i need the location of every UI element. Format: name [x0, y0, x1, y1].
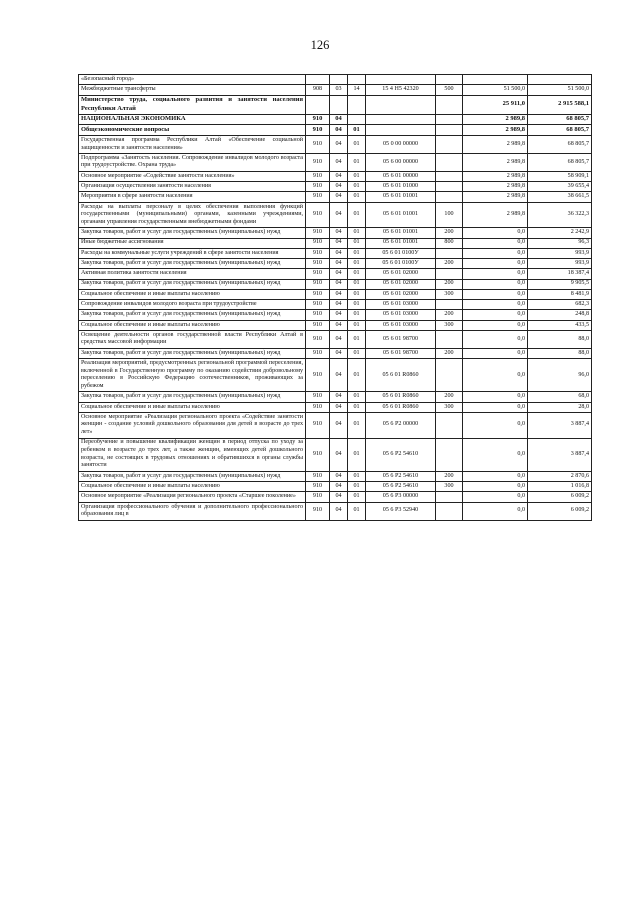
- target-article-code: 05 6 00 00000: [366, 154, 436, 172]
- admin-code: 910: [306, 136, 330, 154]
- amount-col1: 0,0: [463, 248, 528, 258]
- amount-col2: 58 909,1: [528, 171, 592, 181]
- target-article-code: 05 6 01 98700: [366, 348, 436, 358]
- admin-code: 910: [306, 269, 330, 279]
- admin-code: 910: [306, 238, 330, 248]
- admin-code: 910: [306, 259, 330, 269]
- section-code: 04: [330, 182, 348, 192]
- amount-col1: 2 989,8: [463, 114, 528, 125]
- expense-type-code: [436, 114, 463, 125]
- expense-type-code: [436, 182, 463, 192]
- table-row: [79, 492, 592, 502]
- target-article-code: 05 6 01 00000: [366, 171, 436, 181]
- subsection-code: 01: [348, 202, 366, 228]
- row-name: Основное мероприятие «Содействие занятости населения»: [79, 171, 306, 181]
- row-name: Закупка товаров, работ и услуг для государственных (муниципальных) нужд: [79, 348, 306, 358]
- section-code: 04: [330, 348, 348, 358]
- section-code: 04: [330, 502, 348, 520]
- expense-type-code: [436, 300, 463, 310]
- subsection-code: 01: [348, 154, 366, 172]
- amount-col2: 88,0: [528, 331, 592, 349]
- section-code: 04: [330, 154, 348, 172]
- target-article-code: 05 0 00 00000: [366, 136, 436, 154]
- amount-col2: 68 805,7: [528, 125, 592, 136]
- section-code: 04: [330, 238, 348, 248]
- section-code: 04: [330, 320, 348, 330]
- expense-type-code: 800: [436, 238, 463, 248]
- amount-col2: 6 009,2: [528, 492, 592, 502]
- table-row: [79, 502, 592, 520]
- target-article-code: 05 6 P3 00000: [366, 492, 436, 502]
- admin-code: 910: [306, 413, 330, 439]
- amount-col2: 993,9: [528, 259, 592, 269]
- amount-col2: 433,5: [528, 320, 592, 330]
- table-row: [79, 300, 592, 310]
- row-name: Закупка товаров, работ и услуг для государственных (муниципальных) нужд: [79, 392, 306, 402]
- subsection-code: [348, 114, 366, 125]
- expense-type-code: 300: [436, 320, 463, 330]
- expense-type-code: [436, 438, 463, 471]
- amount-col2: 68 805,7: [528, 136, 592, 154]
- expense-type-code: [436, 136, 463, 154]
- page-number: 126: [310, 38, 330, 52]
- row-name: Организация осуществления занятости населения: [79, 182, 306, 192]
- table-row: [79, 413, 592, 439]
- admin-code: 910: [306, 348, 330, 358]
- section-code: [330, 75, 348, 85]
- table-row: [79, 279, 592, 289]
- amount-col1: 0,0: [463, 320, 528, 330]
- target-article-code: 05 6 01 01000: [366, 182, 436, 192]
- table-row: [79, 348, 592, 358]
- target-article-code: 05 6 01 02000: [366, 279, 436, 289]
- amount-col2: 2 915 588,1: [528, 95, 592, 114]
- expense-type-code: 300: [436, 402, 463, 412]
- section-code: 04: [330, 310, 348, 320]
- section-code: 04: [330, 136, 348, 154]
- admin-code: 910: [306, 300, 330, 310]
- row-name: Мероприятия в сфере занятости населения: [79, 192, 306, 202]
- admin-code: 910: [306, 438, 330, 471]
- row-name: Закупка товаров, работ и услуг для государственных (муниципальных) нужд: [79, 228, 306, 238]
- expense-type-code: 200: [436, 310, 463, 320]
- admin-code: 910: [306, 228, 330, 238]
- admin-code: 910: [306, 492, 330, 502]
- expense-type-code: 300: [436, 289, 463, 299]
- expense-type-code: 200: [436, 279, 463, 289]
- row-name: Иные бюджетные ассигнования: [79, 238, 306, 248]
- section-code: 04: [330, 279, 348, 289]
- table-row: [79, 269, 592, 279]
- amount-col1: 0,0: [463, 279, 528, 289]
- section-code: 04: [330, 482, 348, 492]
- subsection-code: 01: [348, 289, 366, 299]
- amount-col1: 0,0: [463, 482, 528, 492]
- table-row: [79, 85, 592, 95]
- row-name: Межбюджетные трансферты: [79, 85, 306, 95]
- table-row: [79, 228, 592, 238]
- amount-col2: 8 481,9: [528, 289, 592, 299]
- row-name: Социальное обеспечение и иные выплаты населению: [79, 402, 306, 412]
- subsection-code: 01: [348, 279, 366, 289]
- admin-code: 910: [306, 125, 330, 136]
- section-code: 04: [330, 202, 348, 228]
- amount-col1: 0,0: [463, 331, 528, 349]
- expense-type-code: [436, 95, 463, 114]
- target-article-code: 05 6 01 01001: [366, 238, 436, 248]
- target-article-code: 05 6 P2 54610: [366, 471, 436, 481]
- row-name: Расходы на выплаты персоналу в целях обеспечения выполнения функций государственными (муниципальными) органами, казенными учреждениями, органами управления государственными внебюджетными фондами: [79, 202, 306, 228]
- row-name: Переобучение и повышение квалификации женщин в период отпуска по уходу за ребенком в возрасте до трех лет, а также женщин, имеющих детей дошкольного возраста, не состоящих в трудовых отношениях и обратившихся в органы службы занятости: [79, 438, 306, 471]
- expense-type-code: 200: [436, 228, 463, 238]
- target-article-code: 05 6 01 01001: [366, 192, 436, 202]
- row-name: Общеэкономические вопросы: [79, 125, 306, 136]
- admin-code: 908: [306, 85, 330, 95]
- table-row: [79, 402, 592, 412]
- table-row: [79, 392, 592, 402]
- target-article-code: 15 4 Н5 42320: [366, 85, 436, 95]
- subsection-code: 01: [348, 269, 366, 279]
- amount-col2: 1 016,8: [528, 482, 592, 492]
- section-code: 04: [330, 392, 348, 402]
- subsection-code: 01: [348, 238, 366, 248]
- subsection-code: 01: [348, 192, 366, 202]
- amount-col1: 2 989,8: [463, 192, 528, 202]
- target-article-code: [366, 95, 436, 114]
- row-name: Социальное обеспечение и иные выплаты населению: [79, 482, 306, 492]
- amount-col2: 9 905,5: [528, 279, 592, 289]
- table-row: [79, 95, 592, 114]
- section-code: 04: [330, 269, 348, 279]
- expense-type-code: 500: [436, 85, 463, 95]
- amount-col2: 2 242,9: [528, 228, 592, 238]
- amount-col1: 2 989,8: [463, 154, 528, 172]
- expense-type-code: [436, 171, 463, 181]
- row-name: Закупка товаров, работ и услуг для государственных (муниципальных) нужд: [79, 259, 306, 269]
- section-code: 04: [330, 471, 348, 481]
- amount-col1: 0,0: [463, 413, 528, 439]
- table-body: [79, 75, 592, 521]
- target-article-code: 05 6 01 03000: [366, 310, 436, 320]
- amount-col1: 0,0: [463, 471, 528, 481]
- section-code: 04: [330, 114, 348, 125]
- amount-col1: 0,0: [463, 238, 528, 248]
- admin-code: 910: [306, 171, 330, 181]
- table-row: [79, 331, 592, 349]
- amount-col1: 0,0: [463, 348, 528, 358]
- expense-type-code: 200: [436, 348, 463, 358]
- section-code: 04: [330, 259, 348, 269]
- expense-type-code: [436, 331, 463, 349]
- row-name: Организация профессионального обучения и дополнительного профессионального образования лиц в: [79, 502, 306, 520]
- section-code: 04: [330, 125, 348, 136]
- subsection-code: 01: [348, 359, 366, 392]
- section-code: 04: [330, 300, 348, 310]
- section-code: 03: [330, 85, 348, 95]
- table-row: [79, 136, 592, 154]
- admin-code: [306, 75, 330, 85]
- table-row: [79, 182, 592, 192]
- subsection-code: [348, 95, 366, 114]
- admin-code: 910: [306, 310, 330, 320]
- expense-type-code: 300: [436, 482, 463, 492]
- subsection-code: 01: [348, 348, 366, 358]
- row-name: Активная политика занятости населения: [79, 269, 306, 279]
- section-code: 04: [330, 413, 348, 439]
- section-code: 04: [330, 359, 348, 392]
- target-article-code: 05 6 01 98700: [366, 331, 436, 349]
- table-row: [79, 248, 592, 258]
- admin-code: [306, 95, 330, 114]
- row-name: Основное мероприятие «Реализация регионального проекта «Старшее поколение»: [79, 492, 306, 502]
- expense-type-code: [436, 192, 463, 202]
- target-article-code: 05 6 01 0100У: [366, 259, 436, 269]
- expense-type-code: 200: [436, 392, 463, 402]
- row-name: Подпрограмма «Занятость населения. Сопровождение инвалидов молодого возраста при трудоустройстве. Охрана труда»: [79, 154, 306, 172]
- expense-type-code: [436, 154, 463, 172]
- table-row: [79, 75, 592, 85]
- section-code: 04: [330, 248, 348, 258]
- expense-type-code: [436, 248, 463, 258]
- target-article-code: 05 6 01 03000: [366, 300, 436, 310]
- subsection-code: 01: [348, 248, 366, 258]
- amount-col2: 88,0: [528, 348, 592, 358]
- subsection-code: 01: [348, 300, 366, 310]
- amount-col1: 0,0: [463, 259, 528, 269]
- amount-col2: 39 655,4: [528, 182, 592, 192]
- row-name: Социальное обеспечение и иные выплаты населению: [79, 320, 306, 330]
- amount-col1: 2 989,8: [463, 202, 528, 228]
- amount-col2: 68 805,7: [528, 114, 592, 125]
- expense-type-code: 200: [436, 259, 463, 269]
- subsection-code: 01: [348, 502, 366, 520]
- admin-code: 910: [306, 154, 330, 172]
- table-row: [79, 482, 592, 492]
- amount-col2: 36 322,3: [528, 202, 592, 228]
- table-row: [79, 310, 592, 320]
- row-name: Закупка товаров, работ и услуг для государственных (муниципальных) нужд: [79, 279, 306, 289]
- amount-col1: 0,0: [463, 300, 528, 310]
- amount-col1: [463, 75, 528, 85]
- amount-col1: 2 989,8: [463, 182, 528, 192]
- target-article-code: 05 6 01 02000: [366, 269, 436, 279]
- section-code: 04: [330, 289, 348, 299]
- subsection-code: 01: [348, 125, 366, 136]
- subsection-code: 01: [348, 402, 366, 412]
- row-name: «Безопасный город»: [79, 75, 306, 85]
- amount-col2: 993,9: [528, 248, 592, 258]
- admin-code: 910: [306, 192, 330, 202]
- amount-col2: 682,3: [528, 300, 592, 310]
- target-article-code: 05 6 P3 52940: [366, 502, 436, 520]
- admin-code: 910: [306, 202, 330, 228]
- table-row: [79, 125, 592, 136]
- table-row: [79, 259, 592, 269]
- admin-code: 910: [306, 392, 330, 402]
- section-code: 04: [330, 492, 348, 502]
- target-article-code: 05 6 P2 54610: [366, 438, 436, 471]
- row-name: Социальное обеспечение и иные выплаты населению: [79, 289, 306, 299]
- row-name: НАЦИОНАЛЬНАЯ ЭКОНОМИКА: [79, 114, 306, 125]
- target-article-code: 05 6 01 01001: [366, 202, 436, 228]
- admin-code: 910: [306, 359, 330, 392]
- admin-code: 910: [306, 289, 330, 299]
- admin-code: 910: [306, 182, 330, 192]
- amount-col2: 2 870,6: [528, 471, 592, 481]
- admin-code: 910: [306, 402, 330, 412]
- table-row: [79, 471, 592, 481]
- table-row: [79, 238, 592, 248]
- row-name: Реализация мероприятий, предусмотренных региональной программой переселения, включенной в Государственную программу по оказанию содействия добровольному переселению в Российскую Федерацию соотечественников, проживающих за рубежом: [79, 359, 306, 392]
- table-row: [79, 289, 592, 299]
- table-row: [79, 171, 592, 181]
- section-code: 04: [330, 171, 348, 181]
- target-article-code: 05 6 P2 54610: [366, 482, 436, 492]
- subsection-code: 01: [348, 320, 366, 330]
- row-name: Закупка товаров, работ и услуг для государственных (муниципальных) нужд: [79, 310, 306, 320]
- row-name: Министерство труда, социального развития и занятости населения Республики Алтай: [79, 95, 306, 114]
- table-row: [79, 192, 592, 202]
- target-article-code: 05 6 01 R0860: [366, 402, 436, 412]
- amount-col2: 28,0: [528, 402, 592, 412]
- amount-col2: 248,8: [528, 310, 592, 320]
- amount-col1: 2 989,8: [463, 171, 528, 181]
- target-article-code: [366, 114, 436, 125]
- target-article-code: 05 6 01 01001: [366, 228, 436, 238]
- section-code: 04: [330, 331, 348, 349]
- row-name: Сопровождение инвалидов молодого возраста при трудоустройстве: [79, 300, 306, 310]
- subsection-code: 14: [348, 85, 366, 95]
- amount-col2: 68,0: [528, 392, 592, 402]
- amount-col2: 96,0: [528, 359, 592, 392]
- section-code: 04: [330, 228, 348, 238]
- subsection-code: 01: [348, 310, 366, 320]
- subsection-code: 01: [348, 259, 366, 269]
- target-article-code: 05 6 01 03000: [366, 320, 436, 330]
- row-name: Освещение деятельности органов государственной власти Республики Алтай в средствах массовой информации: [79, 331, 306, 349]
- subsection-code: 01: [348, 438, 366, 471]
- target-article-code: 05 6 01 R0860: [366, 359, 436, 392]
- subsection-code: 01: [348, 228, 366, 238]
- amount-col2: 51 500,0: [528, 85, 592, 95]
- table-row: [79, 154, 592, 172]
- subsection-code: 01: [348, 471, 366, 481]
- admin-code: 910: [306, 482, 330, 492]
- table-row: [79, 359, 592, 392]
- amount-col1: 2 989,8: [463, 136, 528, 154]
- admin-code: 910: [306, 331, 330, 349]
- subsection-code: [348, 75, 366, 85]
- expense-type-code: [436, 359, 463, 392]
- row-name: Расходы на коммунальные услуги учреждений в сфере занятости населения: [79, 248, 306, 258]
- subsection-code: 01: [348, 331, 366, 349]
- expense-type-code: [436, 502, 463, 520]
- admin-code: 910: [306, 114, 330, 125]
- amount-col1: 0,0: [463, 502, 528, 520]
- amount-col1: 51 500,0: [463, 85, 528, 95]
- amount-col1: 0,0: [463, 492, 528, 502]
- amount-col2: 6 009,2: [528, 502, 592, 520]
- amount-col2: 38 661,5: [528, 192, 592, 202]
- amount-col2: 3 887,4: [528, 413, 592, 439]
- admin-code: 910: [306, 502, 330, 520]
- amount-col1: 0,0: [463, 392, 528, 402]
- expense-type-code: [436, 125, 463, 136]
- expense-type-code: 100: [436, 202, 463, 228]
- subsection-code: 01: [348, 492, 366, 502]
- admin-code: 910: [306, 248, 330, 258]
- row-name: Основное мероприятие «Реализация регионального проекта «Содействие занятости женщин - создание условий дошкольного образования для детей в возрасте до трех лет»: [79, 413, 306, 439]
- target-article-code: [366, 125, 436, 136]
- table-row: [79, 202, 592, 228]
- admin-code: 910: [306, 471, 330, 481]
- amount-col1: 0,0: [463, 269, 528, 279]
- subsection-code: 01: [348, 182, 366, 192]
- admin-code: 910: [306, 279, 330, 289]
- amount-col1: 0,0: [463, 438, 528, 471]
- row-name: Закупка товаров, работ и услуг для государственных (муниципальных) нужд: [79, 471, 306, 481]
- subsection-code: 01: [348, 136, 366, 154]
- expense-type-code: 200: [436, 471, 463, 481]
- amount-col1: 0,0: [463, 310, 528, 320]
- section-code: 04: [330, 192, 348, 202]
- amount-col2: [528, 75, 592, 85]
- subsection-code: 01: [348, 392, 366, 402]
- budget-table: [78, 74, 592, 521]
- table-row: [79, 438, 592, 471]
- amount-col2: 68 805,7: [528, 154, 592, 172]
- subsection-code: 01: [348, 171, 366, 181]
- amount-col1: 0,0: [463, 289, 528, 299]
- amount-col1: 0,0: [463, 402, 528, 412]
- section-code: 04: [330, 402, 348, 412]
- expense-type-code: [436, 269, 463, 279]
- admin-code: 910: [306, 320, 330, 330]
- target-article-code: 05 6 01 02000: [366, 289, 436, 299]
- subsection-code: 01: [348, 413, 366, 439]
- expense-type-code: [436, 492, 463, 502]
- amount-col1: 2 989,8: [463, 125, 528, 136]
- table-row: [79, 320, 592, 330]
- target-article-code: 05 6 01 R0860: [366, 392, 436, 402]
- expense-type-code: [436, 75, 463, 85]
- target-article-code: 05 6 P2 00000: [366, 413, 436, 439]
- target-article-code: 05 6 01 0100У: [366, 248, 436, 258]
- amount-col1: 25 911,0: [463, 95, 528, 114]
- amount-col2: 3 887,4: [528, 438, 592, 471]
- amount-col1: 0,0: [463, 359, 528, 392]
- section-code: [330, 95, 348, 114]
- row-name: Государственная программа Республики Алтай «Обеспечение социальной защищенности и занятости населения»: [79, 136, 306, 154]
- subsection-code: 01: [348, 482, 366, 492]
- amount-col1: 0,0: [463, 228, 528, 238]
- table-row: [79, 114, 592, 125]
- amount-col2: 96,3: [528, 238, 592, 248]
- section-code: 04: [330, 438, 348, 471]
- expense-type-code: [436, 413, 463, 439]
- target-article-code: [366, 75, 436, 85]
- amount-col2: 18 387,4: [528, 269, 592, 279]
